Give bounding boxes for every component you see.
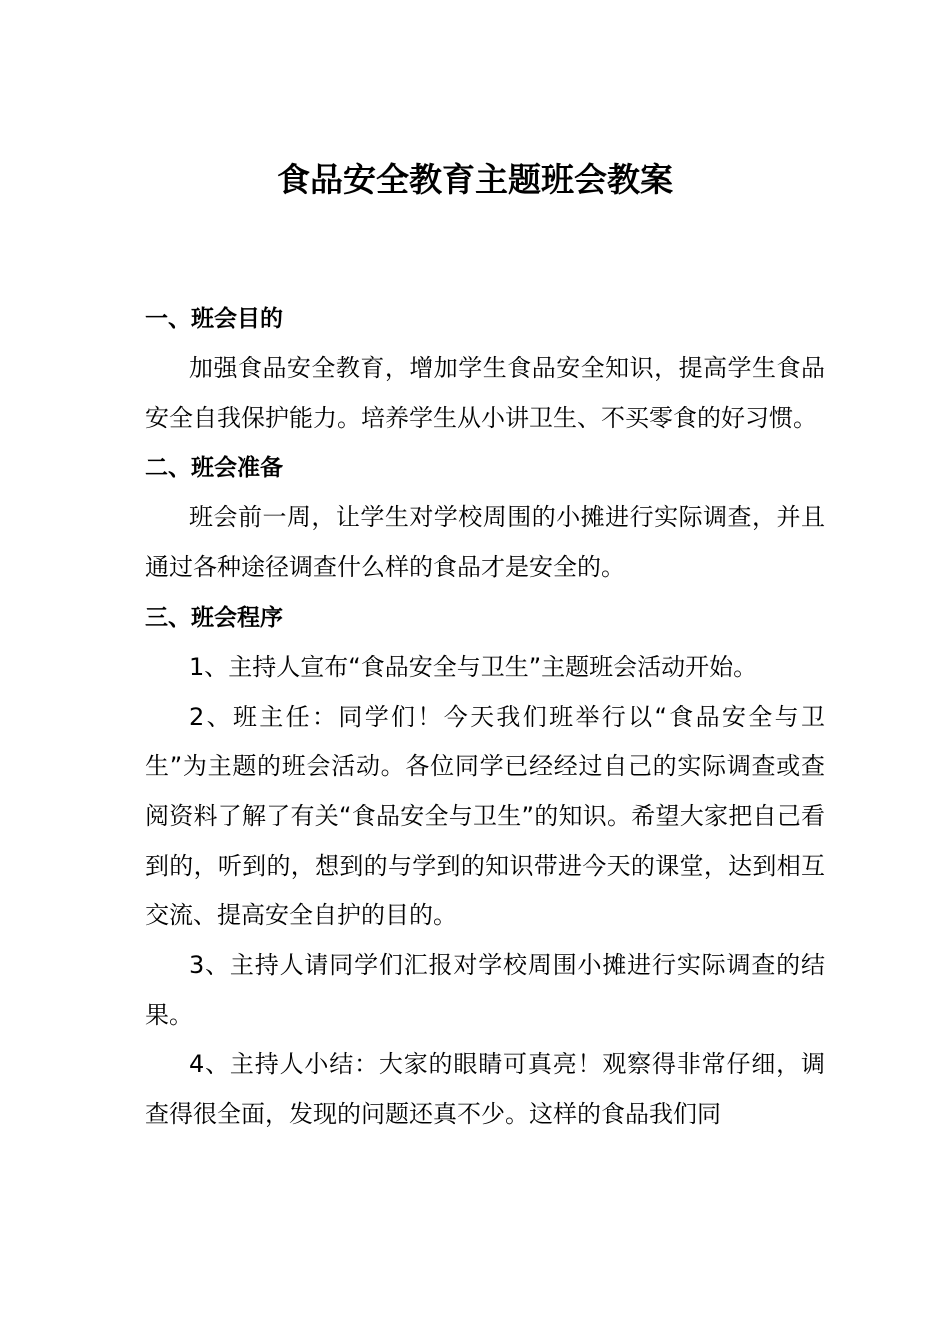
paragraph-purpose: 加强食品安全教育，增加学生食品安全知识，提高学生食品安全自我保护能力。培养学生从小讲卫生、不买零食的好习惯。 <box>145 354 825 432</box>
paragraph-procedure-3: 3、主持人请同学们汇报对学校周围小摊进行实际调查的结果。 <box>145 951 825 1029</box>
document-body <box>145 294 825 1140</box>
paragraph-procedure-1: 1、主持人宣布“食品安全与卫生”主题班会活动开始。 <box>189 652 758 681</box>
section-heading-purpose: 一、班会目的 <box>145 306 283 332</box>
document-title: 食品安全教育主题班会教案 <box>277 160 673 199</box>
paragraph-procedure-4: 4、主持人小结：大家的眼睛可真亮！观察得非常仔细，调查得很全面，发现的问题还真不少。这样的食品我们同 <box>145 1050 825 1129</box>
section-heading-procedure: 三、班会程序 <box>145 604 283 631</box>
paragraph-preparation: 班会前一周，让学生对学校周围的小摊进行实际调查，并且通过各种途径调查什么样的食品才是安全的。 <box>145 503 825 582</box>
paragraph-procedure-2: 2、班主任：同学们！今天我们班举行以“食品安全与卫生”为主题的班会活动。各位同学已经经过自己的实际调查或查阅资料了解了有关“食品安全与卫生”的知识。希望大家把自己看到的，听到的，想到的与学到的知识带进今天的课堂，达到相互交流、提高安全自护的目的。 <box>145 702 825 930</box>
section-heading-preparation: 二、班会准备 <box>145 455 283 482</box>
